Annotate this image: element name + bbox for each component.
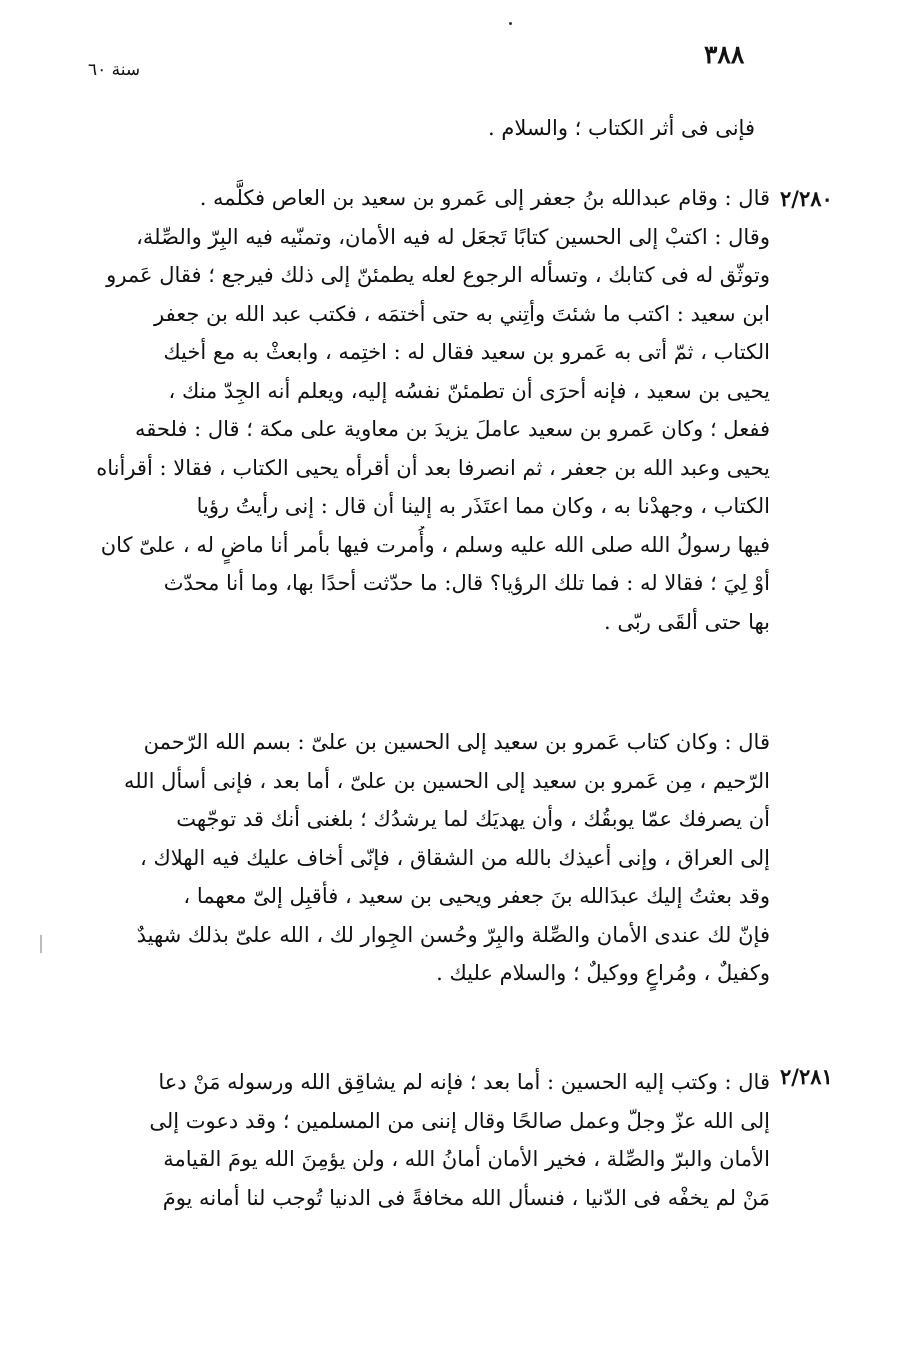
text-line: يحيى وعبد الله بن جعفر ، ثم انصرفا بعد أن أقرأه يحيى الكتاب ، فقالا : أقرأناه xyxy=(96,455,770,480)
text-line: فإنى فى أثر الكتاب ؛ والسلام . xyxy=(488,116,755,140)
text-line: قال : وكان كتاب عَمرو بن سعيد إلى الحسين بن علىّ : بسم الله الرّحمن xyxy=(143,730,770,754)
scan-mark xyxy=(40,935,42,953)
text-line: إلى العراق ، وإنى أعيذك بالله من الشقاق ، فإنّى أخاف عليك فيه الهلاك ، xyxy=(140,845,770,870)
paragraph-amr-letter-text xyxy=(90,723,770,993)
text-line: الكتاب ، وجهدْنا به ، وكان مما اعتَذَر به إلينا أن قال : إنى رأيتُ رؤيا xyxy=(196,494,770,518)
text-line: قال : وكتب إليه الحسين : أما بعد ؛ فإنه لم يشاقِق الله ورسوله مَنْ دعا xyxy=(158,1070,770,1094)
text-line: وقد بعثتُ إليك عبدَالله بنَ جعفر ويحيى بن سعيد ، فأقبِل إلىّ معهما ، xyxy=(183,884,770,908)
text-line: أن يصرفك عمّا يوبقُك ، وأن يهديَك لما يرشدُك ؛ بلغنى أنك قد توجّهت xyxy=(176,807,770,831)
text-line: يحيى بن سعيد ، فإنه أحرَى أن تطمئنّ نفسُه إليه، ويعلم أنه الجِدّ منك ، xyxy=(168,378,770,403)
text-line: مَنْ لم يخفْه فى الدّنيا ، فنسأل الله مخافةً فى الدنيا تُوجب لنا أمانه يومَ xyxy=(162,1185,770,1210)
text-line: فيها رسولُ الله صلى الله عليه وسلم ، وأُمرت فيها بأمر أنا ماضٍ له ، علىّ كان xyxy=(100,532,770,557)
text-line: وقال : اكتبْ إلى الحسين كتابًا تَجعَل له فيه الأمان، وتمنّيه فيه البِرّ والصِّلة، xyxy=(136,224,770,249)
text-line: فإنّ لك عندى الأمان والصِّلة والبِرّ وحُسن الجِوار لك ، الله علىّ بذلك شهيدٌ xyxy=(136,922,770,947)
text-line: قال : وقام عبدالله بنُ جعفر إلى عَمرو بن سعيد بن العاص فكلَّمه . xyxy=(199,186,770,210)
margin-reference-1: ٢/٢٨٠ xyxy=(780,186,833,211)
margin-reference-2: ٢/٢٨١ xyxy=(780,1064,833,1089)
text-line: الرّحيم ، مِن عَمرو بن سعيد إلى الحسين بن علىّ ، أما بعد ، فإنى أسأل الله xyxy=(124,768,770,793)
text-line: ففعل ؛ وكان عَمرو بن سعيد عاملَ يزيدَ بن معاوية على مكة ؛ قال : فلحقه xyxy=(135,417,770,441)
text-line: الأمان والبرّ والصِّلة ، فخير الأمان أمانُ الله ، ولن يؤمِنَ الله يومَ القيامة xyxy=(163,1147,770,1171)
text-line: ابن سعيد : اكتب ما شئتَ وأتِني به حتى أختمَه ، فكتب عبد الله بن جعفر xyxy=(154,301,770,326)
year-label: سنة ٦٠ xyxy=(88,60,141,80)
paragraph-amr-letter-request xyxy=(90,179,770,641)
page-number: ٣٨٨ xyxy=(704,40,745,69)
text-line: وكفيلٌ ، ومُراعٍ ووكيلٌ ؛ والسلام عليك . xyxy=(436,961,770,985)
text-line: أوْ لِيَ ؛ فقالا له : فما تلك الرؤيا؟ قال: ما حدّثت أحدًا بها، وما أنا محدّث xyxy=(163,571,770,595)
paragraph-husayn-reply xyxy=(90,1063,770,1217)
text-line: إلى الله عزّ وجلّ وعمل صالحًا وقال إننى من المسلمين ؛ وقد دعوت إلى xyxy=(149,1108,770,1133)
text-line: بها حتى ألقَى ربّى . xyxy=(604,609,770,634)
paragraph-closing-line xyxy=(480,109,755,148)
text-line: الكتاب ، ثمّ أتى به عَمرو بن سعيد فقال له : اختِمه ، وابعثْ به مع أخيك xyxy=(163,340,770,364)
text-line: وتوثّق له فى كتابك ، وتسأله الرجوع لعله يطمئنّ إلى ذلك فيرجع ؛ فقال عَمرو xyxy=(106,263,770,287)
page-dot xyxy=(509,22,512,25)
